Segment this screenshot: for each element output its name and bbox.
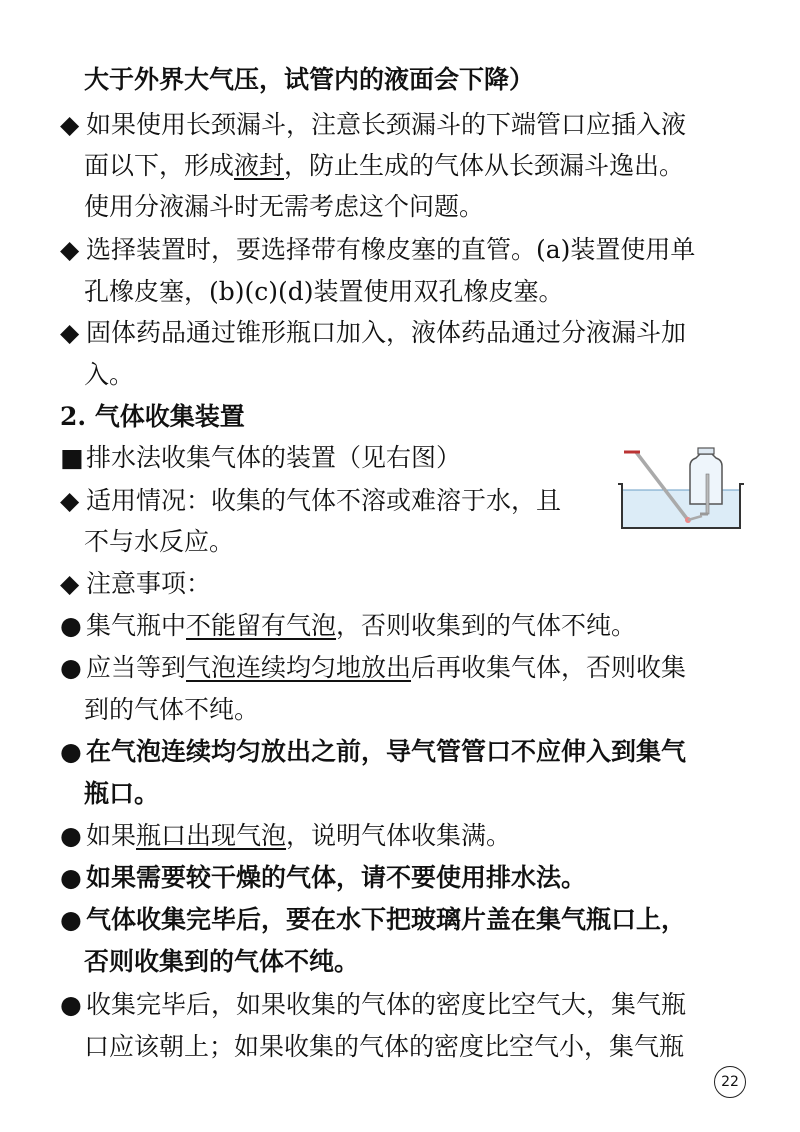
bullet-continuation: 到的气体不纯。 (84, 695, 260, 724)
bullet-text: 在气泡连续均匀放出之前，导气管管口不应伸入到集气 (86, 737, 687, 766)
bullet-text: ，否则收集到的气体不纯。 (336, 611, 637, 640)
underlined-term: 瓶口出现气泡 (136, 821, 287, 850)
underlined-term: 不能留有气泡 (186, 611, 337, 640)
bullet-text: 集气瓶中 (86, 611, 187, 640)
bullet-text: ，防止生成的气体从长颈漏斗逸出。 (284, 151, 685, 180)
square-bullet-icon: ■ (60, 443, 84, 472)
bullet-text: 选择装置时，要选择带有橡皮塞的直管。(a)装置使用单 (86, 235, 696, 264)
text-line: 大于外界大气压，试管内的液面会下降） (84, 65, 535, 94)
bullet-text: 注意事项： (86, 569, 212, 598)
bullet-text: 适用情况：收集的气体不溶或难溶于水，且 (86, 486, 562, 515)
water-displacement-apparatus-image (616, 440, 746, 532)
dot-bullet-icon: ● (60, 990, 82, 1019)
bullet-item (60, 313, 686, 353)
bullet-text: 固体药品通过锥形瓶口加入，液体药品通过分液漏斗加 (86, 318, 687, 347)
bullet-text: 面以下，形成 (84, 151, 235, 180)
bullet-continuation: 瓶口。 (84, 779, 160, 808)
underlined-term: 气泡连续均匀地放出 (186, 653, 412, 682)
bullet-text: 排水法收集气体的装置（见右图） (86, 443, 462, 472)
bullet-text: 如果 (86, 821, 137, 850)
dot-item (60, 648, 686, 688)
diamond-bullet-icon: ◆ (60, 235, 80, 264)
underlined-term: 液封 (234, 151, 285, 180)
bullet-item (60, 564, 211, 604)
diamond-bullet-icon: ◆ (60, 569, 80, 598)
dot-bullet-icon: ● (60, 737, 82, 766)
bullet-text: 如果使用长颈漏斗，注意长颈漏斗的下端管口应插入液 (86, 110, 687, 139)
dot-item (60, 606, 636, 646)
square-item (60, 438, 461, 478)
dot-bullet-icon: ● (60, 905, 82, 934)
dot-item (60, 732, 686, 772)
dot-bullet-icon: ● (60, 821, 82, 850)
bullet-continuation: 口应该朝上；如果收集的气体的密度比空气小，集气瓶 (84, 1032, 685, 1061)
bullet-text: 后再收集气体，否则收集 (411, 653, 687, 682)
diamond-bullet-icon: ◆ (60, 486, 80, 515)
dot-bullet-icon: ● (60, 863, 82, 892)
bullet-text: 收集完毕后，如果收集的气体的密度比空气大，集气瓶 (86, 990, 687, 1019)
bullet-item (60, 481, 561, 521)
dot-bullet-icon: ● (60, 611, 82, 640)
bullet-continuation: 入。 (84, 360, 135, 389)
bullet-text: ，说明气体收集满。 (286, 821, 512, 850)
dot-item (60, 985, 686, 1025)
bullet-text: 如果需要较干燥的气体，请不要使用排水法。 (86, 863, 587, 892)
bullet-continuation: 不与水反应。 (84, 527, 235, 556)
dot-item (60, 858, 586, 898)
section-heading: 2. 气体收集装置 (60, 402, 245, 431)
dot-item (60, 816, 511, 856)
bullet-item (60, 230, 695, 270)
bullet-continuation: 否则收集到的气体不纯。 (84, 947, 360, 976)
dot-bullet-icon: ● (60, 653, 82, 682)
diamond-bullet-icon: ◆ (60, 110, 80, 139)
bullet-continuation: 孔橡皮塞，(b)(c)(d)装置使用双孔橡皮塞。 (84, 277, 564, 306)
page-number: 22 (714, 1066, 746, 1098)
diamond-bullet-icon: ◆ (60, 318, 80, 347)
bullet-item (60, 105, 686, 145)
bullet-continuation (84, 146, 684, 186)
dot-item (60, 900, 686, 940)
bullet-text: 应当等到 (86, 653, 187, 682)
bullet-continuation: 使用分液漏斗时无需考虑这个问题。 (84, 192, 485, 221)
bullet-text: 气体收集完毕后，要在水下把玻璃片盖在集气瓶口上， (86, 905, 687, 934)
